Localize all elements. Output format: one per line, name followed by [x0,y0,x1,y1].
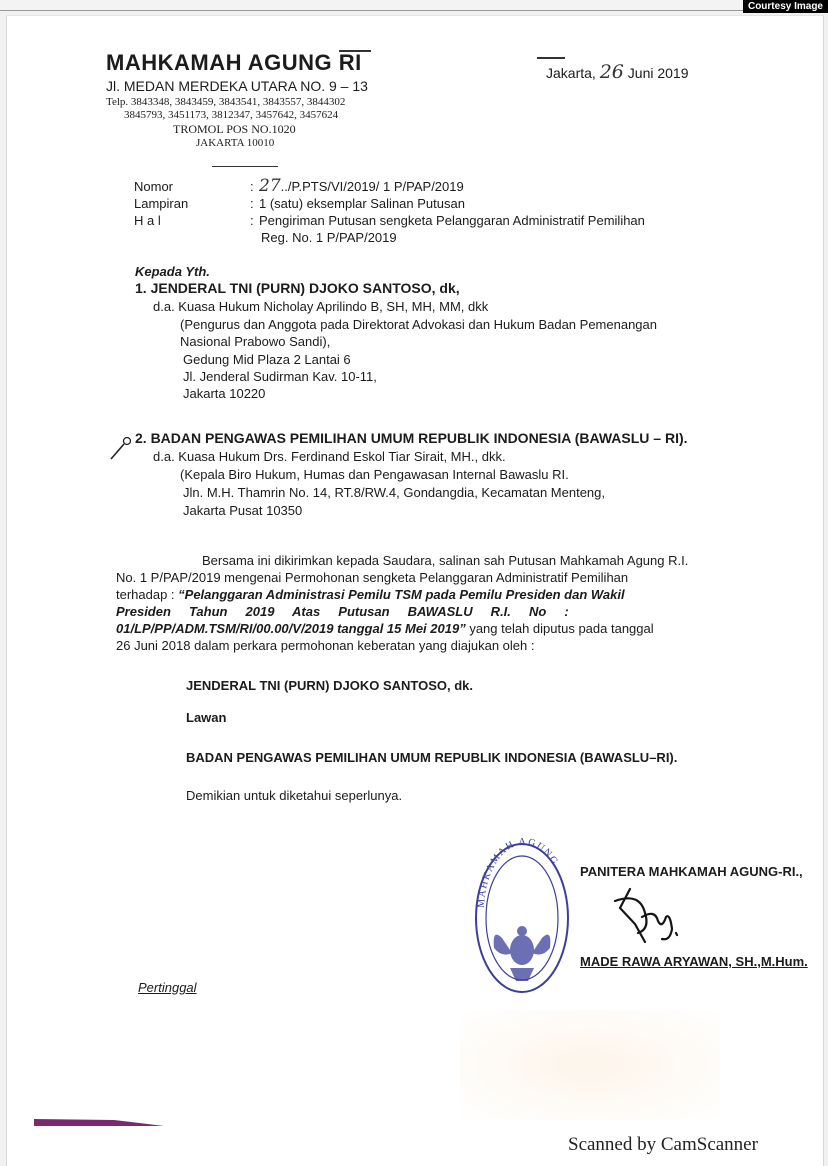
signatory-title: PANITERA MAHKAMAH AGUNG-RI., [580,864,803,879]
archive-note: Pertinggal [138,980,197,995]
letter-meta [134,176,645,246]
garuda-emblem-icon [494,926,551,981]
recipient-2-line: d.a. Kuasa Hukum Drs. Ferdinand Eskol Tiar Sirait, MH., dkk. [153,449,506,464]
recipient-1-line: d.a. Kuasa Hukum Nicholay Aprilindo B, SH, MH, MM, dkk [153,299,489,314]
org-name: MAHKAMAH AGUNG RI [106,50,362,75]
meta-value-hal: Pengiriman Putusan sengketa Pelanggaran Administratif Pemilihan [259,213,645,228]
recipients-heading: Kepada Yth. [135,264,210,279]
body-line-5 [116,621,654,637]
body-line-5-plain: yang telah diputus pada tanggal [465,621,654,636]
meta-colon: : [250,213,254,228]
org-phones-line2: 3845793, 3451173, 3812347, 3457642, 3457624 [124,109,339,121]
meta-spacer [250,229,259,246]
recipient-1-line: Gedung Mid Plaza 2 Lantai 6 [183,352,351,367]
org-phones-line1: Telp. 3843348, 3843459, 3843541, 3843557, 3844302 [106,96,346,108]
meta-label-lampiran: Lampiran [134,196,189,211]
org-po-box: TROMOL POS NO.1020 [173,122,296,136]
handwritten-signature [600,886,690,948]
recipient-1-line: Jakarta 10220 [183,386,266,401]
recipient-1-title: 1. JENDERAL TNI (PURN) DJOKO SANTOSO, dk, [135,280,460,296]
scan-stain [460,1010,720,1120]
courtesy-image-label: Courtesy Image [743,0,828,13]
meta-label-nomor: Nomor [134,179,174,194]
nomor-handwritten: 27 [259,176,281,196]
party-respondent: BADAN PENGAWAS PEMILIHAN UMUM REPUBLIK INDONESIA (BAWASLU–RI). [186,750,678,765]
purple-scan-mark [34,1117,164,1129]
meta-row-hal [134,212,645,229]
recipient-1-line: Jl. Jenderal Sudirman Kav. 10-11, [183,369,377,384]
pen-check-mark [108,434,134,462]
body-line-3 [116,587,625,603]
body-line-3-plain: terhadap : [116,587,179,602]
date-rest: Juni 2019 [627,65,689,81]
meta-value-hal-reg: Reg. No. 1 P/PAP/2019 [261,230,397,245]
org-address: Jl. MEDAN MERDEKA UTARA NO. 9 – 13 [106,78,368,94]
recipient-1-line: Nasional Prabowo Sandi), [180,334,331,349]
stamp-text: MAHKAMAH AGUNG [475,838,561,909]
org-city: JAKARTA 10010 [196,137,275,149]
letter-date [546,62,689,84]
recipient-1-line: (Pengurus dan Anggota pada Direktorat Advokasi dan Hukum Badan Pemenangan [180,317,657,332]
meta-value-lampiran: 1 (satu) eksemplar Salinan Putusan [259,196,465,211]
nomor-value: ../P.PTS/VI/2019/ 1 P/PAP/2019 [280,179,464,194]
date-day-handwritten: 26 [599,61,624,83]
meta-row-hal-reg [134,229,645,246]
letterhead-underline [212,166,278,167]
meta-spacer [134,229,250,246]
recipient-2-line: (Kepala Biro Hukum, Humas dan Pengawasan Internal Bawaslu RI. [180,467,569,482]
court-stamp-seal [470,838,574,998]
meta-row-nomor [134,176,645,195]
meta-label-hal: H a l [134,213,161,228]
svg-text:MAHKAMAH AGUNG [476,838,561,908]
signatory-name: MADE RAWA ARYAWAN, SH.,M.Hum. [580,954,808,969]
camscanner-watermark: Scanned by CamScanner [568,1134,758,1155]
meta-colon: : [250,179,254,194]
body-line-1: Bersama ini dikirimkan kepada Saudara, salinan sah Putusan Mahkamah Agung R.I. [202,553,689,568]
meta-colon: : [250,196,254,211]
body-line-6: 26 Juni 2018 dalam perkara permohonan keberatan yang diajukan oleh : [116,638,535,653]
body-line-5-italic: 01/LP/PP/ADM.TSM/RI/00.00/V/2019 tanggal 15 Mei 2019” [116,621,466,636]
body-line-2: No. 1 P/PAP/2019 mengenai Permohonan sengketa Pelanggaran Administratif Pemilihan [116,570,629,585]
meta-row-lampiran [134,195,645,212]
meta-value-nomor [259,178,464,195]
party-applicant: JENDERAL TNI (PURN) DJOKO SANTOSO, dk. [186,678,473,693]
body-line-3-italic: “Pelanggaran Administrasi Pemilu TSM pada Pemilu Presiden dan Wakil [178,587,625,602]
closing-remark: Demikian untuk diketahui seperlunya. [186,788,403,803]
signature-column [574,838,808,998]
viewer-top-bar [0,0,828,11]
date-scribble-rule [537,57,565,59]
recipient-2-title: 2. BADAN PENGAWAS PEMILIHAN UMUM REPUBLIK INDONESIA (BAWASLU – RI). [135,430,688,446]
signature-block [470,838,808,998]
recipient-2-line: Jln. M.H. Thamrin No. 14, RT.8/RW.4, Gondangdia, Kecamatan Menteng, [183,485,605,500]
party-versus: Lawan [186,710,227,725]
body-line-4: Presiden Tahun 2019 Atas Putusan BAWASLU R.I. No : [116,604,569,619]
recipient-2-line: Jakarta Pusat 10350 [183,503,303,518]
date-prefix: Jakarta, [546,65,596,81]
